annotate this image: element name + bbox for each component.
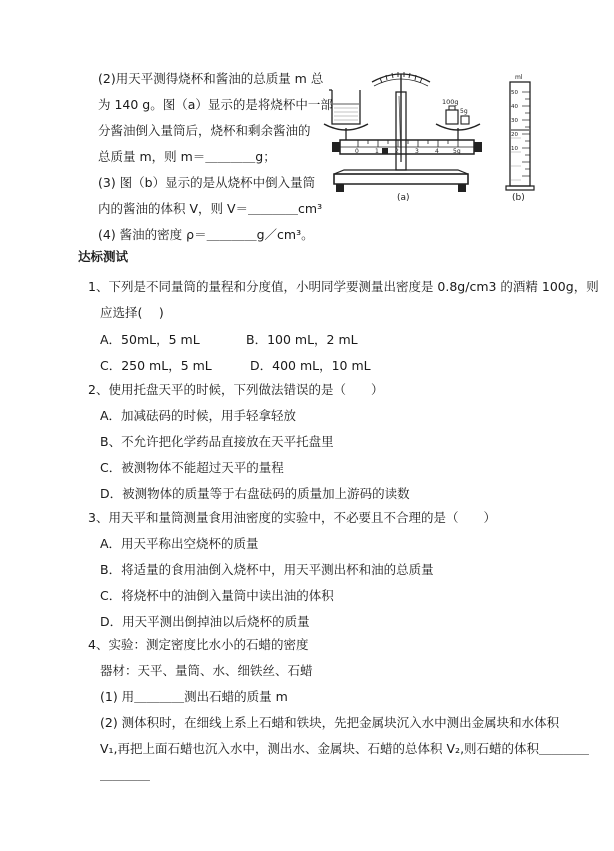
scale-tick-3: 3 xyxy=(415,148,419,155)
q2-option-b: B、不允许把化学药品直接放在天平托盘里 xyxy=(100,434,334,449)
q4-step-1: (1) 用＿＿＿＿测出石蜡的质量 m xyxy=(100,689,288,704)
weight-100g-icon xyxy=(446,110,458,124)
prelude-line-2: 为 140 g。图（a）显示的是将烧杯中一部 xyxy=(98,97,333,112)
q1-option-a: A．50mL，5 mL xyxy=(100,332,200,347)
figure-a-label: (a) xyxy=(397,193,410,203)
q4-stem: 4、实验：测定密度比水小的石蜡的密度 xyxy=(88,637,309,652)
scale-tick-1: 1 xyxy=(375,148,379,155)
q1-option-d: D．400 mL，10 mL xyxy=(250,358,371,373)
weight-5g-icon xyxy=(461,116,469,124)
cylinder-unit: ml xyxy=(515,74,523,81)
cylinder-tick-50: 50 xyxy=(511,90,518,96)
cylinder-tick-10: 10 xyxy=(511,146,518,152)
q4-materials: 器材：天平、量筒、水、细铁丝、石蜡 xyxy=(100,663,313,678)
figure-b-label: (b) xyxy=(512,193,525,203)
weight-5g-label: 5g xyxy=(460,108,468,115)
figure-drawing xyxy=(318,66,548,206)
q2-option-c: C．被测物体不能超过天平的量程 xyxy=(100,460,284,475)
q4-step-2-line-3: ＿＿＿＿ xyxy=(100,767,151,782)
q2-option-a: A．加减砝码的时候，用手轻拿轻放 xyxy=(100,408,297,423)
balance-and-cylinder-figure xyxy=(318,66,548,206)
prelude-line-1: (2)用天平测得烧杯和酱油的总质量 m 总 xyxy=(98,71,324,86)
prelude-line-5: (3) 图（b）显示的是从烧杯中倒入量筒 xyxy=(98,175,316,190)
cylinder-tick-30: 30 xyxy=(511,118,518,124)
cylinder-tick-40: 40 xyxy=(511,104,518,110)
q1-option-c: C．250 mL，5 mL xyxy=(100,358,212,373)
prelude-line-3: 分酱油倒入量筒后，烧杯和剩余酱油的 xyxy=(98,123,311,138)
q2-option-d: D．被测物体的质量等于右盘砝码的质量加上游码的读数 xyxy=(100,486,410,501)
scale-tick-4: 4 xyxy=(435,148,439,155)
q1-option-b: B．100 mL，2 mL xyxy=(246,332,358,347)
rider-weight xyxy=(382,148,388,154)
q4-step-2-line-2: V₁,再把上面石蜡也沉入水中，测出水、金属块、石蜡的总体积 V₂,则石蜡的体积＿＿＿＿ xyxy=(100,741,590,756)
weight-100g-label: 100g xyxy=(442,98,459,106)
beaker-icon xyxy=(332,90,360,124)
q3-option-a: A．用天平称出空烧杯的质量 xyxy=(100,536,259,551)
prelude-line-6: 内的酱油的体积 V，则 V＝＿＿＿＿cm³ xyxy=(98,201,323,216)
scale-tick-2: 2 xyxy=(395,148,399,155)
q2-stem: 2、使用托盘天平的时候，下列做法错误的是（ ） xyxy=(88,382,384,397)
prelude-line-7: (4) 酱油的密度 ρ＝＿＿＿＿g／cm³。 xyxy=(98,227,314,242)
q1-stem-line-1: 1、下列是不同量筒的量程和分度值，小明同学要测量出密度是 0.8g/cm3 的酒精 100g，则 xyxy=(88,279,599,294)
scale-tick-0: 0 xyxy=(355,148,359,155)
cylinder-tick-20: 20 xyxy=(511,132,518,138)
q3-option-d: D．用天平测出倒掉油以后烧杯的质量 xyxy=(100,614,310,629)
q1-stem-line-2: 应选择( ) xyxy=(100,305,164,320)
prelude-line-4: 总质量 m，则 m＝＿＿＿＿g； xyxy=(98,149,276,164)
q4-step-2-line-1: (2) 测体积时，在细线上系上石蜡和铁块，先把金属块沉入水中测出金属块和水体积 xyxy=(100,715,560,730)
scale-tick-5: 5g xyxy=(453,148,461,155)
q3-option-b: B．将适量的食用油倒入烧杯中，用天平测出杯和油的总质量 xyxy=(100,562,434,577)
q3-stem: 3、用天平和量筒测量食用油密度的实验中，不必要且不合理的是（ ） xyxy=(88,510,496,525)
q3-option-c: C．将烧杯中的油倒入量筒中读出油的体积 xyxy=(100,588,334,603)
section-title: 达标测试 xyxy=(78,249,129,264)
